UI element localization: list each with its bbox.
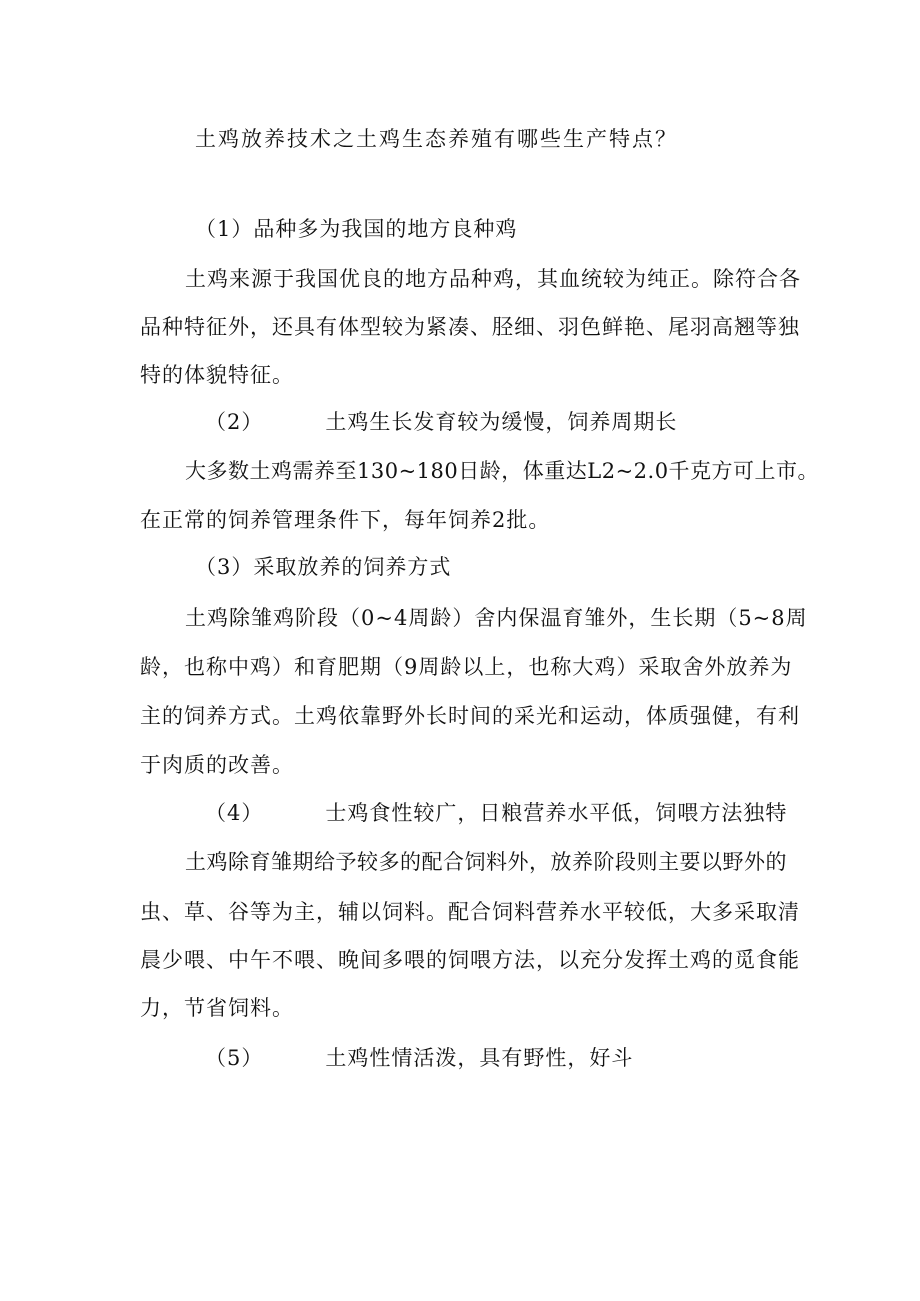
paragraph-line: 大多数土鸡需养至130~180日龄，体重达L2~2.0千克方可上市。 bbox=[185, 459, 820, 483]
section-heading-text: 品种多为我国的地方良种鸡 bbox=[253, 217, 518, 241]
paragraph-line: 虫、草、谷等为主，辅以饲料。配合饲料营养水平较低，大多采取清 bbox=[140, 900, 800, 924]
section-number: （3） bbox=[195, 555, 254, 579]
section-number: （1） bbox=[195, 217, 254, 241]
section-heading-text: 采取放养的饲养方式 bbox=[253, 555, 452, 579]
paragraph-line: 力，节省饲料。 bbox=[140, 996, 294, 1020]
paragraph-line: 在正常的饲养管理条件下，每年饲养2批。 bbox=[140, 508, 551, 532]
section-heading-1 bbox=[195, 214, 517, 244]
section-number: （2） bbox=[205, 410, 264, 434]
paragraph-line: 特的体貌特征。 bbox=[140, 363, 294, 387]
paragraph-line: 晨少喂、中午不喂、晚间多喂的饲喂方法，以充分发挥土鸡的觅食能 bbox=[140, 948, 800, 972]
paragraph-line: 品种特征外，还具有体型较为紧凑、胫细、羽色鲜艳、尾羽高翘等独 bbox=[140, 315, 800, 339]
paragraph-line: 土鸡除育雏期给予较多的配合饲料外，放养阶段则主要以野外的 bbox=[185, 850, 787, 874]
paragraph-line: 土鸡除雏鸡阶段（0~4周龄）舍内保温育雏外，生长期（5~8周 bbox=[185, 606, 808, 630]
section-heading-text: 土鸡性情活泼，具有野性，好斗 bbox=[325, 1046, 634, 1070]
paragraph-line: 于肉质的改善。 bbox=[140, 753, 294, 777]
section-heading-3 bbox=[195, 552, 451, 582]
section-number: （5） bbox=[205, 1046, 264, 1070]
paragraph-line: 主的饲养方式。土鸡依靠野外长时间的采光和运动，体质强健，有利 bbox=[140, 704, 800, 728]
section-heading-4 bbox=[205, 798, 787, 828]
section-number: （4） bbox=[205, 801, 264, 825]
paragraph-line: 土鸡来源于我国优良的地方品种鸡，其血统较为纯正。除符合各 bbox=[185, 267, 801, 291]
document-title: 土鸡放养技术之土鸡生态养殖有哪些生产特点？ bbox=[195, 127, 678, 151]
paragraph-line: 龄，也称中鸡）和育肥期（9周龄以上，也称大鸡）采取舍外放养为 bbox=[140, 655, 793, 679]
section-heading-5 bbox=[205, 1043, 633, 1073]
section-heading-2 bbox=[205, 407, 677, 437]
section-heading-text: 士鸡食性较广，日粮营养水平低，饲喂方法独特 bbox=[325, 801, 788, 825]
section-heading-text: 土鸡生长发育较为缓慢，饲养周期长 bbox=[325, 410, 678, 434]
